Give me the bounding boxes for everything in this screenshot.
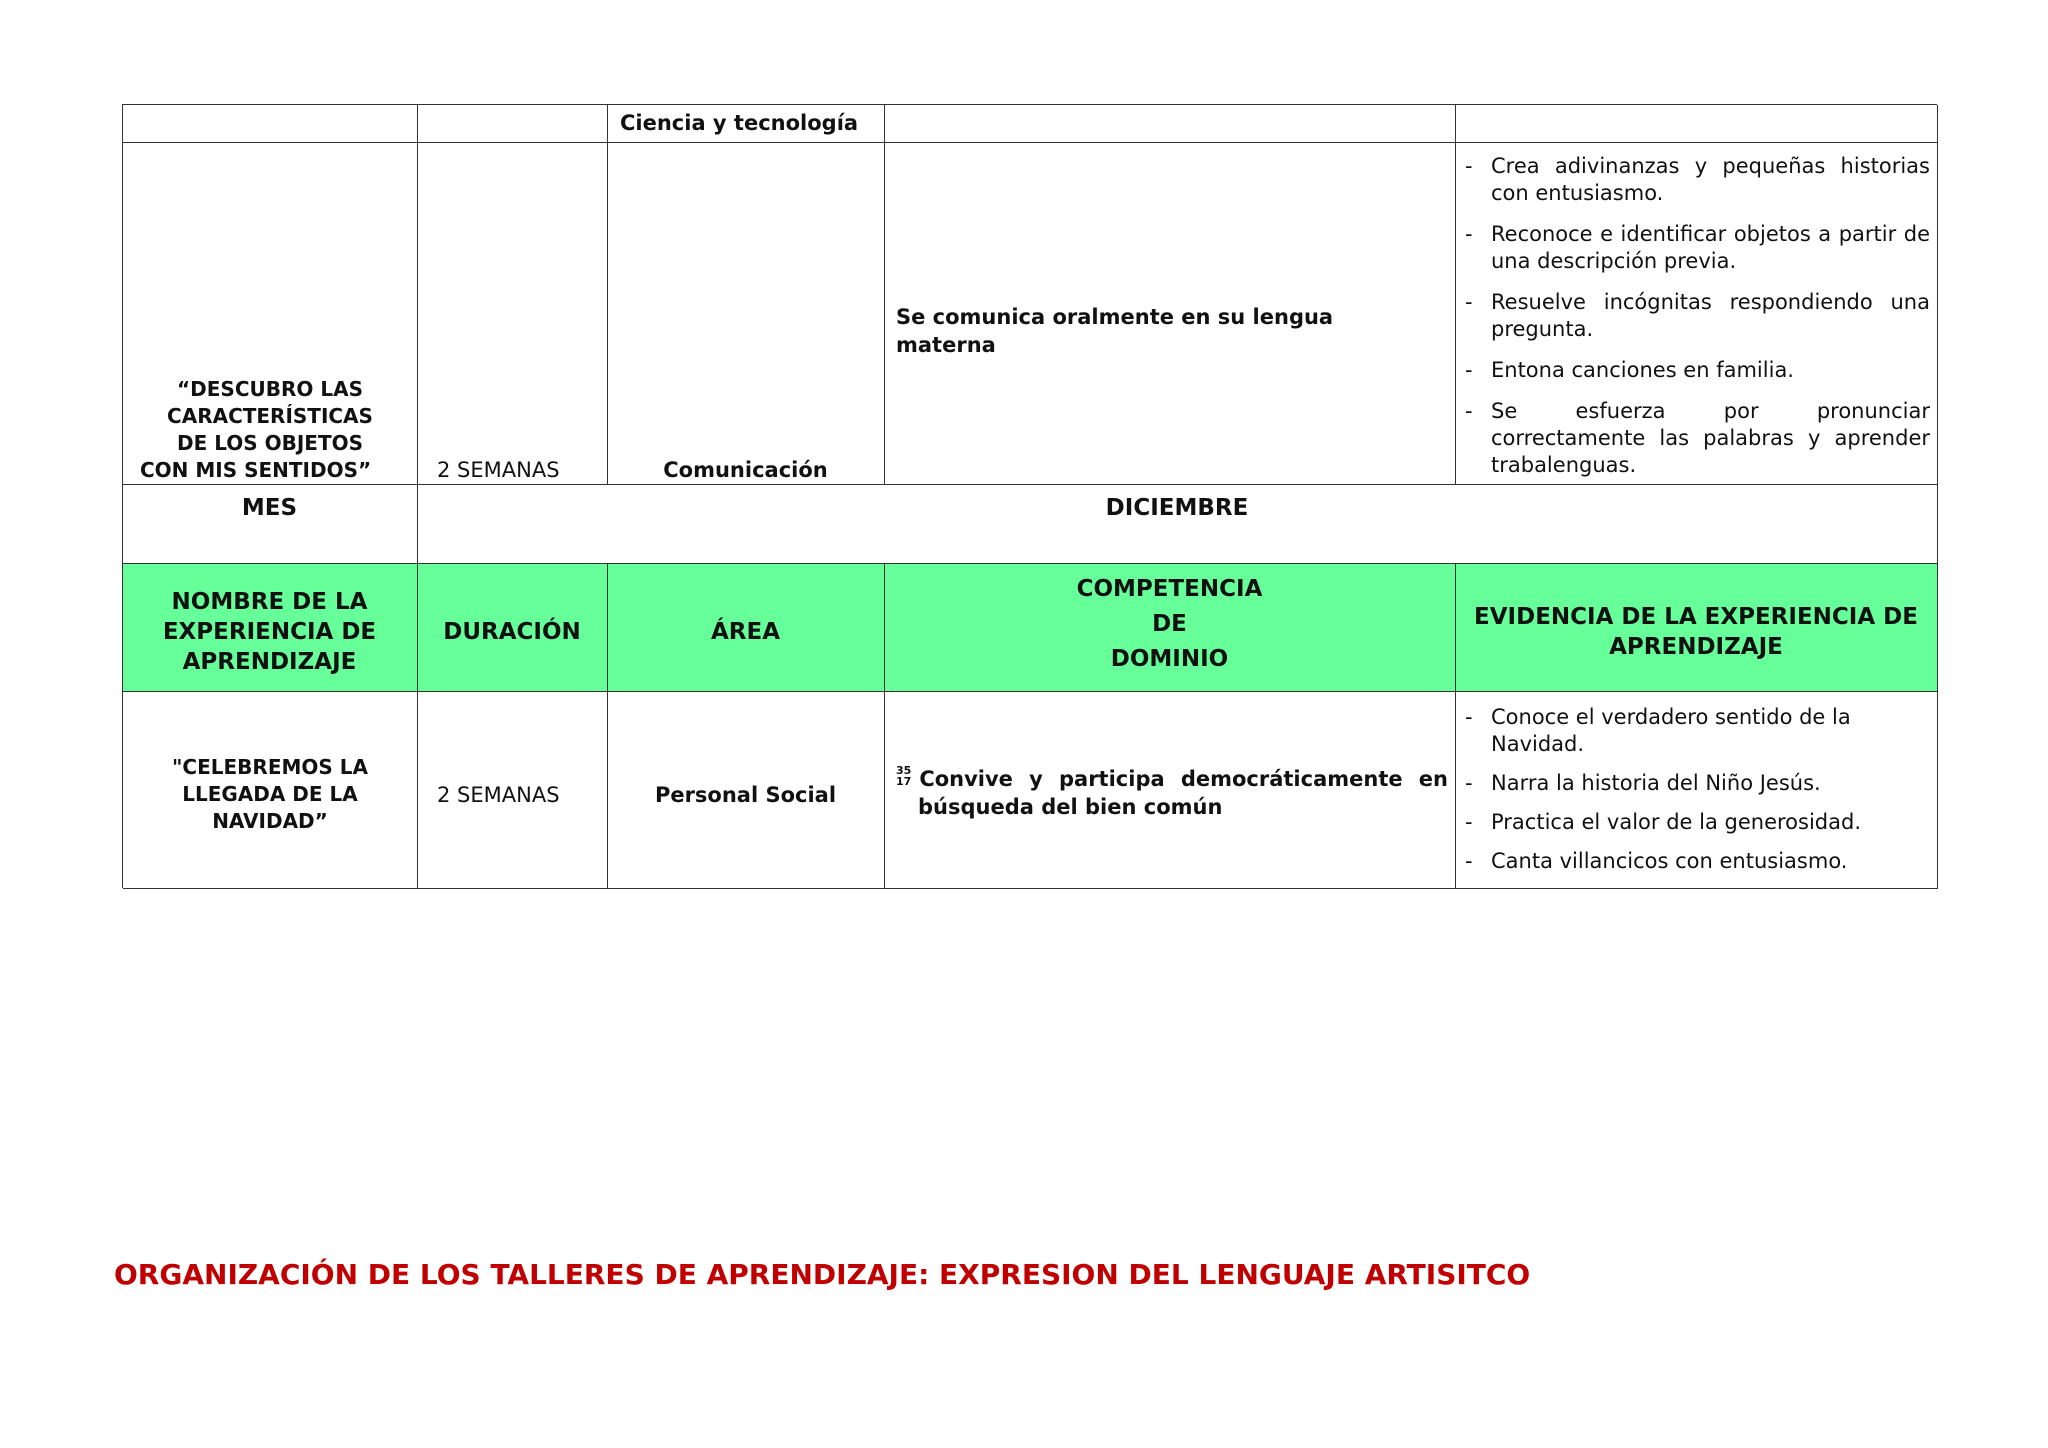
exp1-duration: 2 SEMANAS: [437, 458, 560, 482]
header-competence: COMPETENCIA DE DOMINIO: [1076, 576, 1263, 672]
evidence-item: - Canta villancicos con entusiasmo.: [1465, 849, 1848, 873]
dash-bullet: -: [1465, 222, 1473, 246]
dash-bullet: -: [1465, 154, 1473, 178]
evidence-item: - Reconoce e identificar objetos a partir de una descripción previa.: [1465, 222, 1930, 273]
cell-r1-name: [123, 105, 418, 143]
cell-r1-duration: [418, 105, 608, 143]
dash-bullet: -: [1465, 290, 1473, 314]
exp2-evidence-list: [1465, 704, 1930, 887]
cell-exp1-area: [608, 143, 885, 485]
exp2-name: "CELEBREMOS LA LLEGADA DE LA NAVIDAD”: [172, 755, 368, 833]
header-name: NOMBRE DE LA EXPERIENCIA DE APRENDIZAJE: [162, 589, 377, 675]
evidence-item: - Resuelve incógnitas respondiendo una pregunta.: [1465, 290, 1930, 341]
exp1-evidence-list: [1465, 153, 1930, 493]
header-area: ÁREA: [710, 619, 781, 645]
evidence-item: - Entona canciones en familia.: [1465, 358, 1794, 382]
exp2-duration: 2 SEMANAS: [437, 783, 560, 807]
evidence-item: - Crea adivinanzas y pequeñas historias con entusiasmo.: [1465, 154, 1930, 205]
dash-bullet: -: [1465, 358, 1473, 382]
exp2-competence: [896, 765, 1448, 821]
month-value: DICIEMBRE: [1105, 495, 1249, 521]
exp1-area: Comunicación: [663, 458, 828, 482]
exp1-name-line: CARACTERÍSTICAS: [167, 404, 373, 428]
evidence-item: - Narra la historia del Niño Jesús.: [1465, 771, 1821, 795]
exp2-competence-line2: búsqueda del bien común: [918, 795, 1223, 819]
exp2-competence-line1: Convive y participa democráticamente en: [919, 767, 1448, 791]
evidence-item: - Se esfuerza por pronunciar correctamente las palabras y aprender trabalenguas.: [1465, 399, 1930, 477]
exp1-name-line: DE LOS OBJETOS: [176, 431, 364, 455]
dash-bullet: -: [1465, 399, 1473, 423]
exp1-name-line: CON MIS SENTIDOS”: [140, 458, 372, 482]
cell-r1-area: [608, 105, 885, 143]
footnote-marker: 35 17: [896, 764, 912, 788]
evidence-item: - Practica el valor de la generosidad.: [1465, 810, 1862, 834]
cell-r1-competence: [885, 105, 1456, 143]
header-evidence: EVIDENCIA DE LA EXPERIENCIA DE APRENDIZAJE: [1474, 604, 1918, 660]
exp1-name: [130, 376, 410, 484]
exp1-name-line: “DESCUBRO LAS: [177, 377, 363, 401]
exp2-area: Personal Social: [654, 783, 837, 807]
cell-r1-evidence: [1456, 105, 1938, 143]
cell-exp1-duration: [418, 143, 608, 485]
header-duration: DURACIÓN: [443, 619, 581, 645]
evidence-item: - Conoce el verdadero sentido de la Navidad.: [1465, 705, 1851, 756]
area-label-science: Ciencia y tecnología: [620, 111, 859, 135]
month-label: MES: [241, 495, 298, 521]
exp1-competence: Se comunica oralmente en su lengua materna: [896, 305, 1334, 357]
section-title: ORGANIZACIÓN DE LOS TALLERES DE APRENDIZAJE: EXPRESION DEL LENGUAJE ARTISITCO: [114, 1258, 1531, 1291]
